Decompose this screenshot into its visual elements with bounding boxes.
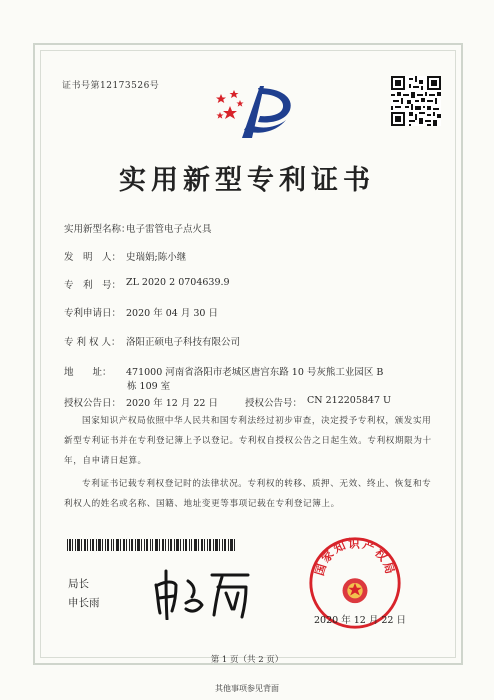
legal-status-line: 专利证书记载专利权登记时的法律状况。专利权的转移、质押、无效、终止、恢复和专 (82, 479, 432, 489)
signature-icon (152, 565, 252, 620)
announce-number-value: CN 212205847 U (307, 395, 392, 406)
name-value: 电子雷管电子点火具 (126, 224, 212, 235)
barcode-icon (67, 539, 237, 551)
cnipa-logo-icon (212, 76, 298, 148)
certificate-title: 实用新型专利证书 (119, 165, 375, 196)
seal-text: 国家知识产权局 (312, 536, 398, 578)
field-announcement (64, 395, 392, 409)
owner-value: 洛阳正硕电子科技有限公司 (126, 337, 241, 348)
certificate-number: 证书号第12173526号 (62, 81, 160, 91)
filing-date-value: 2020 年 04 月 30 日 (126, 308, 218, 319)
name-label: 实用新型名称： (64, 224, 131, 235)
seal-date: 2020 年 12 月 22 日 (314, 615, 406, 626)
owner-label: 专 利 权 人： (64, 337, 121, 348)
address-line-2: 栋 109 室 (127, 381, 171, 392)
patent-number-value: ZL 2020 2 0704639.9 (126, 277, 230, 288)
grant-paragraph-line: 国家知识产权局依照中华人民共和国专利法经过初步审查，决定授予专利权，颁发实用 (82, 416, 432, 426)
inventor-label: 发 明 人： (64, 252, 122, 263)
legal-status-line: 利权人的姓名或名称、国籍、地址变更等事项记载在专利登记簿上。 (64, 499, 340, 509)
inventor-value: 史瑞娟;陈小继 (126, 252, 187, 263)
svg-text:国家知识产权局 (312, 536, 398, 577)
field-address (64, 364, 384, 378)
director-name: 申长雨 (68, 597, 100, 609)
field-patent-owner (64, 334, 241, 348)
field-utility-model-name (64, 221, 212, 235)
grant-paragraph (64, 411, 438, 471)
filing-date-label: 专利申请日： (64, 308, 122, 319)
footer-note: 其他事项参见背面 (215, 684, 279, 693)
legal-status-paragraph (64, 474, 438, 514)
address-line-1: 471000 河南省洛阳市老城区唐宫东路 10 号灰熊工业园区 B (126, 367, 384, 378)
field-inventor (64, 249, 187, 263)
grant-paragraph-line: 年，自申请日起算。 (64, 456, 147, 466)
patent-number-label: 专 利 号： (64, 280, 122, 291)
announce-date-label: 授权公告日： (64, 398, 122, 409)
qr-code-icon (391, 76, 441, 126)
director-title: 局长 (68, 578, 89, 590)
field-filing-date (64, 305, 218, 319)
field-patent-number (64, 277, 230, 291)
grant-paragraph-line: 新型专利证书并在专利登记簿上予以登记。专利权自授权公告之日起生效。专利权期限为十 (64, 436, 432, 446)
page-number: 第 1 页（共 2 页） (210, 655, 284, 665)
address-label: 地 址： (64, 367, 112, 378)
announce-number-label: 授权公告号： (245, 398, 303, 409)
announce-date-value: 2020 年 12 月 22 日 (126, 398, 218, 409)
